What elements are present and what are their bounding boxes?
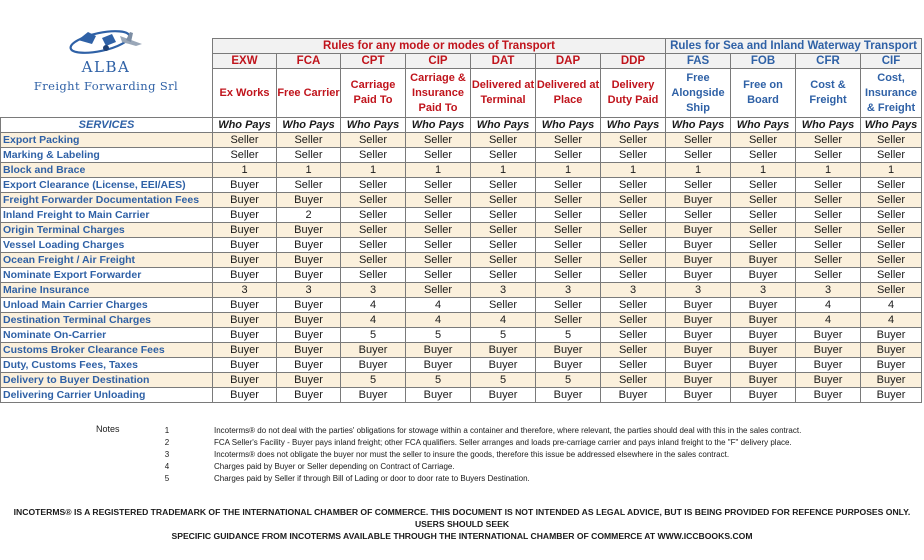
payer-cell: 5: [341, 373, 406, 388]
payer-cell: Seller: [277, 133, 341, 148]
payer-cell: Seller: [471, 298, 536, 313]
service-name: Inland Freight to Main Carrier: [1, 208, 213, 223]
term-name-cif: Cost, Insurance & Freight: [861, 69, 922, 118]
payer-cell: Seller: [536, 208, 601, 223]
payer-cell: 1: [731, 163, 796, 178]
service-name: Freight Forwarder Documentation Fees: [1, 193, 213, 208]
payer-cell: Seller: [471, 178, 536, 193]
note-number: 1: [164, 426, 170, 435]
who-pays-header-dat: Who Pays: [471, 118, 536, 133]
who-pays-header-cif: Who Pays: [861, 118, 922, 133]
payer-cell: Seller: [536, 313, 601, 328]
payer-cell: Buyer: [213, 298, 277, 313]
table-row: [1, 133, 922, 148]
service-name: Block and Brace: [1, 163, 213, 178]
payer-cell: Seller: [406, 133, 471, 148]
payer-cell: Seller: [796, 223, 861, 238]
payer-cell: Seller: [796, 148, 861, 163]
payer-cell: Seller: [861, 193, 922, 208]
payer-cell: 5: [406, 328, 471, 343]
term-name-dap: Delivered at Place: [536, 69, 601, 118]
payer-cell: Seller: [341, 208, 406, 223]
service-name: Customs Broker Clearance Fees: [1, 343, 213, 358]
payer-cell: 5: [471, 328, 536, 343]
payer-cell: Buyer: [213, 238, 277, 253]
payer-cell: Buyer: [277, 193, 341, 208]
payer-cell: Buyer: [213, 313, 277, 328]
term-name-cfr: Cost & Freight: [796, 69, 861, 118]
payer-cell: 4: [471, 313, 536, 328]
payer-cell: Seller: [861, 148, 922, 163]
service-name: Delivery to Buyer Destination: [1, 373, 213, 388]
note-number: 3: [164, 450, 170, 459]
payer-cell: Seller: [406, 148, 471, 163]
table-row: [1, 298, 922, 313]
payer-cell: Buyer: [277, 388, 341, 403]
term-code-cpt: CPT: [341, 54, 406, 69]
payer-cell: Seller: [861, 238, 922, 253]
payer-cell: 1: [471, 163, 536, 178]
payer-cell: Seller: [861, 268, 922, 283]
term-name-row: [1, 69, 922, 118]
payer-cell: Buyer: [861, 328, 922, 343]
payer-cell: Buyer: [666, 328, 731, 343]
payer-cell: Buyer: [277, 358, 341, 373]
payer-cell: 3: [277, 283, 341, 298]
payer-cell: Buyer: [213, 208, 277, 223]
payer-cell: Buyer: [277, 253, 341, 268]
payer-cell: Buyer: [341, 343, 406, 358]
payer-cell: Seller: [406, 253, 471, 268]
payer-cell: Buyer: [666, 238, 731, 253]
payer-cell: Seller: [341, 253, 406, 268]
payer-cell: Seller: [796, 208, 861, 223]
payer-cell: Buyer: [731, 313, 796, 328]
payer-cell: Seller: [796, 238, 861, 253]
payer-cell: Buyer: [796, 328, 861, 343]
payer-cell: Buyer: [666, 268, 731, 283]
payer-cell: Buyer: [666, 343, 731, 358]
group-header-row: [1, 39, 922, 54]
payer-cell: 4: [796, 313, 861, 328]
table-row: [1, 238, 922, 253]
payer-cell: Seller: [406, 208, 471, 223]
payer-cell: 4: [861, 313, 922, 328]
service-name: Vessel Loading Charges: [1, 238, 213, 253]
payer-cell: Seller: [731, 223, 796, 238]
payer-cell: Buyer: [861, 388, 922, 403]
payer-cell: Seller: [601, 193, 666, 208]
payer-cell: Seller: [406, 268, 471, 283]
incoterms-table: [0, 38, 922, 403]
payer-cell: Seller: [601, 178, 666, 193]
who-pays-header-fob: Who Pays: [731, 118, 796, 133]
payer-cell: Buyer: [213, 358, 277, 373]
payer-cell: Seller: [601, 238, 666, 253]
payer-cell: 1: [277, 163, 341, 178]
payer-cell: Seller: [471, 148, 536, 163]
who-pays-header-cip: Who Pays: [406, 118, 471, 133]
payer-cell: Seller: [601, 223, 666, 238]
payer-cell: 5: [536, 328, 601, 343]
term-name-spacer: [1, 69, 213, 118]
group-any-mode: Rules for any mode or modes of Transport: [213, 39, 666, 54]
payer-cell: 1: [406, 163, 471, 178]
disclaimer-line-2: SPECIFIC GUIDANCE FROM INCOTERMS AVAILABLE THROUGH THE INTERNATIONAL CHAMBER OF COMMERCE AT WWW.ICCBOOKS.COM: [171, 531, 753, 541]
payer-cell: 4: [341, 298, 406, 313]
services-header: SERVICES: [1, 118, 213, 133]
payer-cell: Buyer: [666, 193, 731, 208]
payer-cell: Seller: [601, 148, 666, 163]
term-name-cpt: Carriage Paid To: [341, 69, 406, 118]
payer-cell: Seller: [601, 373, 666, 388]
payer-cell: Seller: [796, 133, 861, 148]
table-row: [1, 283, 922, 298]
term-name-cip: Carriage & Insurance Paid To: [406, 69, 471, 118]
payer-cell: Seller: [731, 238, 796, 253]
table-row: [1, 313, 922, 328]
service-name: Unload Main Carrier Charges: [1, 298, 213, 313]
table-row: [1, 328, 922, 343]
disclaimer-line-1: INCOTERMS® IS A REGISTERED TRADEMARK OF THE INTERNATIONAL CHAMBER OF COMMERCE. THIS DOCUMENT IS NOT INTENDED AS LEGAL ADVICE, BUT IS BEING PROVIDED FOR REFENCE PURPOSES ONLY. USERS SHOULD SEEK: [13, 507, 911, 529]
who-pays-header-exw: Who Pays: [213, 118, 277, 133]
payer-cell: Seller: [536, 253, 601, 268]
table-row: [1, 148, 922, 163]
term-name-fob: Free on Board: [731, 69, 796, 118]
term-name-exw: Ex Works: [213, 69, 277, 118]
payer-cell: Seller: [471, 208, 536, 223]
payer-cell: Buyer: [277, 313, 341, 328]
payer-cell: 1: [601, 163, 666, 178]
payer-cell: 1: [861, 163, 922, 178]
payer-cell: Buyer: [536, 388, 601, 403]
payer-cell: Seller: [731, 148, 796, 163]
payer-cell: 4: [341, 313, 406, 328]
note-number: 2: [164, 438, 170, 447]
payer-cell: Seller: [796, 268, 861, 283]
term-code-row: [1, 54, 922, 69]
payer-cell: Buyer: [277, 343, 341, 358]
payer-cell: Buyer: [213, 253, 277, 268]
service-name: Nominate On-Carrier: [1, 328, 213, 343]
payer-cell: Seller: [536, 193, 601, 208]
service-name: Marking & Labeling: [1, 148, 213, 163]
payer-cell: 3: [471, 283, 536, 298]
payer-cell: Buyer: [277, 298, 341, 313]
payer-cell: Buyer: [213, 223, 277, 238]
term-code-fca: FCA: [277, 54, 341, 69]
payer-cell: Buyer: [731, 388, 796, 403]
payer-cell: 1: [213, 163, 277, 178]
payer-cell: 3: [666, 283, 731, 298]
payer-cell: 3: [213, 283, 277, 298]
payer-cell: Buyer: [796, 358, 861, 373]
payer-cell: Buyer: [213, 268, 277, 283]
payer-cell: Seller: [601, 298, 666, 313]
service-name: Export Clearance (License, EEI/AES): [1, 178, 213, 193]
notes-section: [0, 424, 924, 490]
service-name: Origin Terminal Charges: [1, 223, 213, 238]
payer-cell: Buyer: [666, 358, 731, 373]
term-name-fca: Free Carrier: [277, 69, 341, 118]
payer-cell: Buyer: [666, 253, 731, 268]
payer-cell: Seller: [536, 238, 601, 253]
table-row: [1, 178, 922, 193]
payer-cell: Buyer: [213, 373, 277, 388]
payer-cell: 1: [341, 163, 406, 178]
payer-cell: Seller: [796, 178, 861, 193]
payer-cell: Seller: [861, 133, 922, 148]
service-name: Destination Terminal Charges: [1, 313, 213, 328]
payer-cell: Buyer: [601, 388, 666, 403]
payer-cell: Buyer: [213, 328, 277, 343]
who-pays-header-fca: Who Pays: [277, 118, 341, 133]
disclaimer: [4, 506, 920, 542]
table-row: [1, 193, 922, 208]
payer-cell: Buyer: [731, 298, 796, 313]
payer-cell: 4: [406, 313, 471, 328]
payer-cell: 3: [731, 283, 796, 298]
payer-cell: Buyer: [277, 268, 341, 283]
payer-cell: Seller: [731, 133, 796, 148]
note-text: Charges paid by Seller if through Bill of Lading or door to door rate to Buyers Destination.: [214, 474, 530, 483]
payer-cell: Seller: [536, 223, 601, 238]
payer-cell: 3: [536, 283, 601, 298]
payer-cell: Seller: [341, 178, 406, 193]
payer-cell: Seller: [731, 193, 796, 208]
payer-cell: 1: [536, 163, 601, 178]
service-name: Marine Insurance: [1, 283, 213, 298]
payer-cell: Buyer: [213, 178, 277, 193]
payer-cell: Seller: [601, 268, 666, 283]
payer-cell: Seller: [341, 193, 406, 208]
payer-cell: Buyer: [731, 268, 796, 283]
payer-cell: 3: [796, 283, 861, 298]
payer-cell: Seller: [471, 253, 536, 268]
term-code-dap: DAP: [536, 54, 601, 69]
payer-cell: Buyer: [861, 343, 922, 358]
note-text: Charges paid by Buyer or Seller depending on Contract of Carriage.: [214, 462, 455, 471]
payer-cell: Seller: [601, 133, 666, 148]
payer-cell: Buyer: [666, 313, 731, 328]
payer-cell: Seller: [861, 283, 922, 298]
who-pays-header-row: [1, 118, 922, 133]
table-row: [1, 343, 922, 358]
payer-cell: Seller: [213, 148, 277, 163]
payer-cell: Buyer: [666, 373, 731, 388]
payer-cell: Buyer: [731, 358, 796, 373]
payer-cell: Buyer: [796, 373, 861, 388]
payer-cell: 3: [601, 283, 666, 298]
payer-cell: Seller: [601, 253, 666, 268]
payer-cell: Seller: [341, 148, 406, 163]
payer-cell: Seller: [861, 253, 922, 268]
payer-cell: Seller: [861, 208, 922, 223]
service-name: Nominate Export Forwarder: [1, 268, 213, 283]
note-number: 5: [164, 474, 170, 483]
note-text: Incoterms® does not obligate the buyer nor must the seller to insure the goods, therefore this issue be addressed elsewhere in the sales contract.: [214, 450, 730, 459]
payer-cell: 5: [536, 373, 601, 388]
brand-subtitle: Freight Forwarding Srl: [33, 79, 179, 93]
payer-cell: Seller: [796, 193, 861, 208]
payer-cell: Seller: [861, 178, 922, 193]
who-pays-header-fas: Who Pays: [666, 118, 731, 133]
payer-cell: Buyer: [406, 343, 471, 358]
payer-cell: Seller: [536, 148, 601, 163]
payer-cell: Buyer: [277, 238, 341, 253]
payer-cell: Seller: [471, 193, 536, 208]
table-row: [1, 373, 922, 388]
term-code-fob: FOB: [731, 54, 796, 69]
payer-cell: Buyer: [796, 343, 861, 358]
payer-cell: Seller: [601, 328, 666, 343]
payer-cell: Buyer: [666, 223, 731, 238]
service-name: Ocean Freight / Air Freight: [1, 253, 213, 268]
payer-cell: Buyer: [277, 373, 341, 388]
payer-cell: Buyer: [471, 358, 536, 373]
table-row: [1, 208, 922, 223]
term-code-exw: EXW: [213, 54, 277, 69]
service-name: Duty, Customs Fees, Taxes: [1, 358, 213, 373]
term-name-ddp: Delivery Duty Paid: [601, 69, 666, 118]
payer-cell: 1: [796, 163, 861, 178]
term-code-spacer: [1, 54, 213, 69]
payer-cell: Seller: [341, 223, 406, 238]
payer-cell: Seller: [341, 268, 406, 283]
payer-cell: Seller: [471, 223, 536, 238]
term-code-fas: FAS: [666, 54, 731, 69]
payer-cell: 1: [666, 163, 731, 178]
payer-cell: Buyer: [861, 358, 922, 373]
payer-cell: Seller: [277, 178, 341, 193]
payer-cell: 2: [277, 208, 341, 223]
payer-cell: 3: [341, 283, 406, 298]
payer-cell: 4: [406, 298, 471, 313]
table-row: [1, 163, 922, 178]
payer-cell: 5: [406, 373, 471, 388]
payer-cell: Buyer: [796, 388, 861, 403]
payer-cell: Buyer: [731, 373, 796, 388]
payer-cell: 5: [471, 373, 536, 388]
payer-cell: Seller: [536, 268, 601, 283]
payer-cell: Seller: [601, 343, 666, 358]
note-text: Incoterms® do not deal with the parties' obligations for stowage within a container and therefore, where relevant, the parties should deal with this in the sales contract.: [214, 426, 802, 435]
payer-cell: Seller: [277, 148, 341, 163]
payer-cell: Seller: [213, 133, 277, 148]
group-sea-waterway: Rules for Sea and Inland Waterway Transport: [666, 39, 922, 54]
payer-cell: Seller: [601, 208, 666, 223]
payer-cell: Seller: [406, 238, 471, 253]
who-pays-header-cpt: Who Pays: [341, 118, 406, 133]
payer-cell: Seller: [666, 148, 731, 163]
payer-cell: Seller: [861, 223, 922, 238]
table-row: [1, 388, 922, 403]
payer-cell: 4: [796, 298, 861, 313]
payer-cell: Seller: [601, 313, 666, 328]
payer-cell: Seller: [406, 193, 471, 208]
service-name: Export Packing: [1, 133, 213, 148]
term-code-cip: CIP: [406, 54, 471, 69]
who-pays-header-dap: Who Pays: [536, 118, 601, 133]
payer-cell: Buyer: [213, 343, 277, 358]
group-header-spacer: [1, 39, 213, 54]
payer-cell: Buyer: [731, 328, 796, 343]
payer-cell: Buyer: [277, 328, 341, 343]
payer-cell: Buyer: [536, 343, 601, 358]
payer-cell: Buyer: [213, 193, 277, 208]
table-row: [1, 358, 922, 373]
term-code-ddp: DDP: [601, 54, 666, 69]
term-name-fas: Free Alongside Ship: [666, 69, 731, 118]
note-number: 4: [164, 462, 170, 471]
payer-cell: Buyer: [277, 223, 341, 238]
table-row: [1, 223, 922, 238]
payer-cell: Buyer: [471, 388, 536, 403]
payer-cell: Buyer: [731, 253, 796, 268]
payer-cell: Seller: [536, 133, 601, 148]
payer-cell: 4: [861, 298, 922, 313]
table-row: [1, 268, 922, 283]
payer-cell: Seller: [471, 268, 536, 283]
payer-cell: Seller: [341, 238, 406, 253]
payer-cell: Seller: [666, 178, 731, 193]
term-code-cfr: CFR: [796, 54, 861, 69]
payer-cell: Buyer: [341, 358, 406, 373]
payer-cell: Buyer: [471, 343, 536, 358]
payer-cell: Buyer: [666, 298, 731, 313]
payer-cell: Seller: [796, 253, 861, 268]
payer-cell: Seller: [536, 178, 601, 193]
term-name-dat: Delivered at Terminal: [471, 69, 536, 118]
payer-cell: Buyer: [731, 343, 796, 358]
table-row: [1, 253, 922, 268]
payer-cell: Buyer: [536, 358, 601, 373]
payer-cell: Seller: [601, 358, 666, 373]
who-pays-header-cfr: Who Pays: [796, 118, 861, 133]
payer-cell: Seller: [406, 283, 471, 298]
payer-cell: Buyer: [406, 358, 471, 373]
payer-cell: Buyer: [406, 388, 471, 403]
payer-cell: Seller: [731, 178, 796, 193]
payer-cell: Seller: [731, 208, 796, 223]
payer-cell: Seller: [471, 238, 536, 253]
payer-cell: Buyer: [213, 388, 277, 403]
payer-cell: Seller: [406, 178, 471, 193]
payer-cell: Seller: [341, 133, 406, 148]
term-code-cif: CIF: [861, 54, 922, 69]
payer-cell: Seller: [666, 133, 731, 148]
payer-cell: Seller: [536, 298, 601, 313]
who-pays-header-ddp: Who Pays: [601, 118, 666, 133]
note-text: FCA Seller's Facility - Buyer pays inland freight; other FCA qualifiers. Seller arranges and loads pre-carriage carrier and pays inland freight to the "F" delivery place.: [214, 438, 792, 447]
payer-cell: Seller: [406, 223, 471, 238]
payer-cell: Buyer: [666, 388, 731, 403]
payer-cell: 5: [341, 328, 406, 343]
brand-name: ALBA: [81, 58, 131, 76]
payer-cell: Seller: [666, 208, 731, 223]
notes-label: Notes: [96, 424, 120, 434]
payer-cell: Buyer: [341, 388, 406, 403]
payer-cell: Seller: [471, 133, 536, 148]
service-name: Delivering Carrier Unloading: [1, 388, 213, 403]
term-code-dat: DAT: [471, 54, 536, 69]
payer-cell: Buyer: [861, 373, 922, 388]
